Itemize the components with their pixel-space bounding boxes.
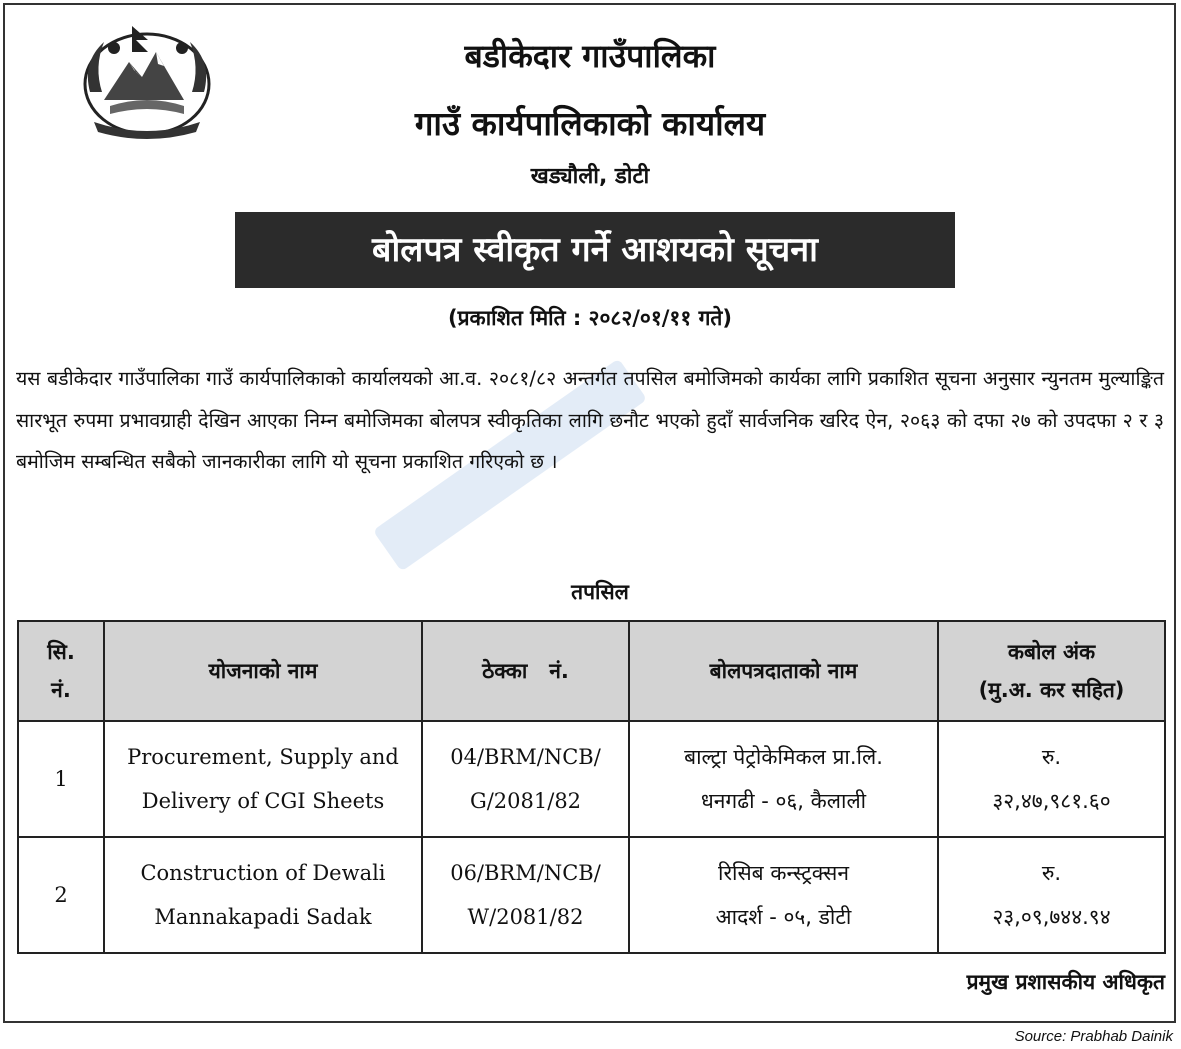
header-project: योजनाको नाम [104, 621, 422, 721]
header-amount [938, 621, 1165, 721]
row-bidder-line2: धनगढी - ०६, कैलाली [700, 789, 867, 813]
row-bidder-line1: बाल्ट्रा पेट्रोकेमिकल प्रा.लि. [684, 745, 883, 769]
header-sn [18, 621, 104, 721]
row-amount [938, 837, 1165, 953]
row-project-line1: Construction of Dewali [140, 861, 386, 885]
table-row [18, 721, 1165, 837]
header-sn-line1: सि. [47, 640, 75, 664]
row-contract [422, 837, 629, 953]
row-project-line2: Mannakapadi Sadak [154, 905, 372, 929]
row-amount-line1: रु. [1041, 861, 1062, 885]
row-sn: 2 [18, 837, 104, 953]
row-contract-line1: 04/BRM/NCB/ [450, 745, 601, 769]
notice-title-banner: बोलपत्र स्वीकृत गर्ने आशयको सूचना [235, 212, 955, 288]
header-sn-line2: नं. [51, 678, 71, 702]
office-address: खड्यौली, डोटी [530, 164, 650, 189]
table-header-row [18, 621, 1165, 721]
municipality-name: बडीकेदार गाउँपालिका [464, 37, 716, 75]
row-project [104, 837, 422, 953]
row-bidder [629, 721, 938, 837]
row-contract-line2: W/2081/82 [467, 905, 584, 929]
signatory-title: प्रमुख प्रशासकीय अधिकृत [966, 970, 1165, 994]
header-bidder: बोलपत्रदाताको नाम [629, 621, 938, 721]
row-amount-line1: रु. [1041, 745, 1062, 769]
table-row [18, 837, 1165, 953]
published-date: (प्रकाशित मिति : २०८२/०१/११ गते) [448, 306, 732, 330]
row-project-line1: Procurement, Supply and [127, 745, 399, 769]
row-contract-line1: 06/BRM/NCB/ [450, 861, 601, 885]
row-contract [422, 721, 629, 837]
row-amount [938, 721, 1165, 837]
row-bidder-line2: आदर्श - ०५, डोटी [715, 905, 852, 929]
row-project-line2: Delivery of CGI Sheets [141, 789, 385, 813]
header-amount-line2: (मु.अ. कर सहित) [978, 678, 1125, 702]
row-bidder [629, 837, 938, 953]
row-project [104, 721, 422, 837]
row-contract-line2: G/2081/82 [469, 789, 582, 813]
row-amount-line2: ३२,४७,९८१.६० [992, 789, 1111, 813]
source-credit: Source: Prabhab Dainik [1014, 1028, 1173, 1045]
header-contract: ठेक्का नं. [422, 621, 629, 721]
office-name: गाउँ कार्यपालिकाको कार्यालय [414, 104, 766, 143]
row-sn: 1 [18, 721, 104, 837]
details-heading: तपसिल [571, 580, 629, 604]
tender-table [17, 620, 1166, 954]
nepal-government-emblem [74, 22, 220, 142]
header-amount-line1: कबोल अंक [1007, 640, 1096, 664]
row-amount-line2: २३,०९,७४४.९४ [992, 905, 1111, 929]
row-bidder-line1: रिसिब कन्स्ट्रक्सन [718, 861, 849, 885]
notice-body: यस बडीकेदार गाउँपालिका गाउँ कार्यपालिकाको कार्यालयको आ.व. २०८१/८२ अन्तर्गत तपसिल बमोजिमको कार्यका लागि प्रकाशित सूचना अनुसार न्युनतम मुल्याङ्कित सारभूत रुपमा प्रभावग्राही देखिन आएका निम्न बमोजिमका बोलपत्र स्वीकृतिका लागि छनौट भएको हुदाँ सार्वजनिक खरिद ऐन, २०६३ को दफा २७ को उपदफा २ र ३ बमोजिम सम्बन्धित सबैको जानकारीका लागि यो सूचना प्रकाशित गरिएको छ । [16, 367, 1164, 473]
